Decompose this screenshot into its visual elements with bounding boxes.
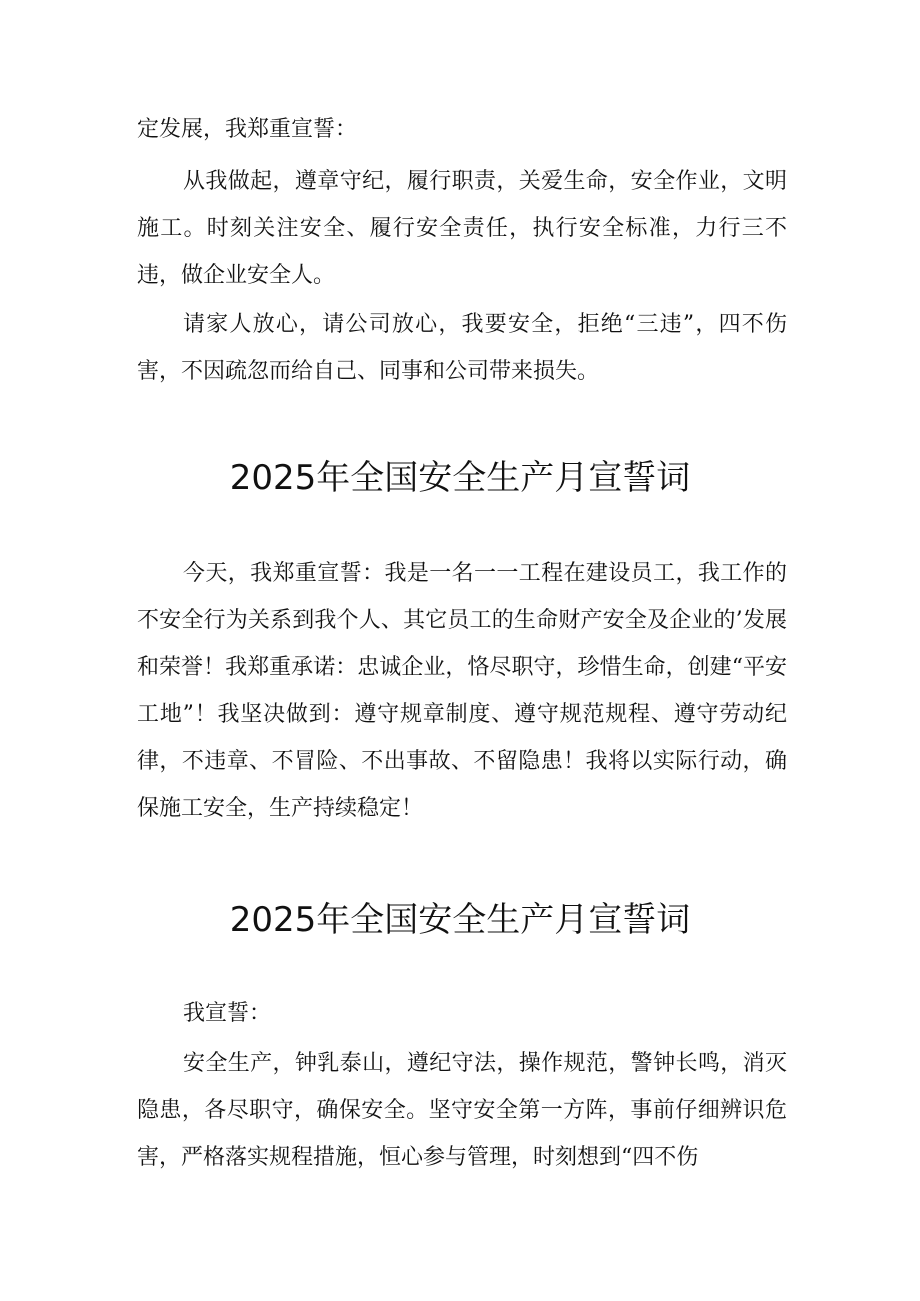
section3-title: 2025年全国安全生产月宣誓词 bbox=[229, 900, 691, 940]
section3-paragraph-2: 安全生产，钟乳泰山，遵纪守法，操作规范，警钟长鸣，消灭隐患，各尽职守，确保安全。坚守安全第一方阵，事前仔细辨识危害，严格落实规程措施，恒心参与管理，时刻想到“四不伤 bbox=[137, 1051, 787, 1170]
section2-title: 2025年全国安全生产月宣誓词 bbox=[229, 458, 691, 498]
section1-paragraph-3: 请家人放心，请公司放心，我要安全，拒绝“三违”，四不伤害，不因疏忽而给自己、同事和公司带来损失。 bbox=[137, 312, 787, 384]
section2-paragraph-1: 今天，我郑重宣誓：我是一名一一工程在建设员工，我工作的不安全行为关系到我个人、其它员工的生命财产安全及企业的’发展和荣誉！我郑重承诺：忠诚企业，恪尽职守，珍惜生命，创建“平安工地”！我坚决做到：遵守规章制度、遵守规范规程、遵守劳动纪律，不违章、不冒险、不出事故、不留隐患！我将以实际行动，确保施工安全，生产持续稳定！ bbox=[137, 561, 787, 821]
section3-paragraph-1: 我宣誓： bbox=[183, 1001, 272, 1026]
section1-paragraph-1: 定发展，我郑重宣誓： bbox=[137, 117, 358, 142]
section1-paragraph-2: 从我做起，遵章守纪，履行职责，关爱生命，安全作业，文明施工。时刻关注安全、履行安全责任，执行安全标准，力行三不违，做企业安全人。 bbox=[137, 169, 787, 288]
